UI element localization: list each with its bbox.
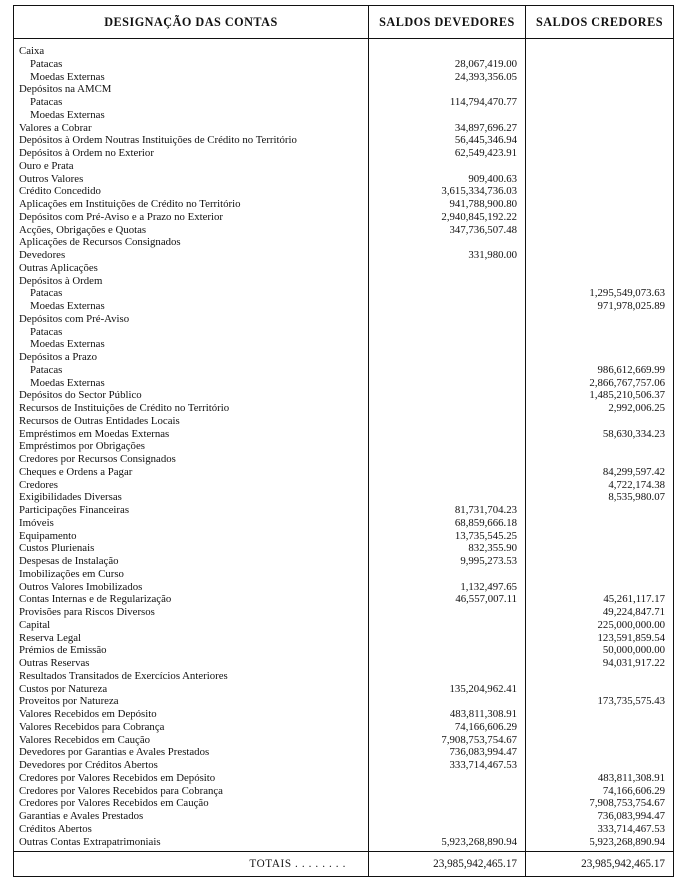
credit-balance [526, 249, 674, 262]
table-row [14, 224, 674, 237]
account-name: Crédito Concedido [14, 185, 369, 198]
table-row [14, 83, 674, 96]
debit-balance: 24,393,356.05 [369, 71, 526, 84]
credit-balance [526, 734, 674, 747]
account-name: Imóveis [14, 517, 369, 530]
trial-balance-table [13, 5, 674, 877]
debit-balance [369, 453, 526, 466]
account-name: Credores por Recursos Consignados [14, 453, 369, 466]
debit-balance [369, 364, 526, 377]
table-row [14, 122, 674, 135]
table-row [14, 134, 674, 147]
credit-balance [526, 542, 674, 555]
account-name: Depósitos à Ordem no Exterior [14, 147, 369, 160]
credit-balance [526, 211, 674, 224]
table-row [14, 364, 674, 377]
credit-column-header: SALDOS CREDORES [526, 6, 674, 39]
table-row [14, 721, 674, 734]
account-name: Moedas Externas [14, 109, 369, 122]
credit-balance: 123,591,859.54 [526, 632, 674, 645]
table-row [14, 249, 674, 262]
table-row [14, 287, 674, 300]
credit-balance [526, 71, 674, 84]
account-name: Contas Internas e de Regularização [14, 593, 369, 606]
credit-balance [526, 517, 674, 530]
ledger-body [14, 39, 674, 852]
debit-balance: 2,940,845,192.22 [369, 211, 526, 224]
table-row [14, 262, 674, 275]
account-name: Prémios de Emissão [14, 644, 369, 657]
credit-balance: 173,735,575.43 [526, 695, 674, 708]
account-name: Ouro e Prata [14, 160, 369, 173]
table-row [14, 211, 674, 224]
debit-balance [369, 810, 526, 823]
table-row [14, 71, 674, 84]
account-name: Imobilizações em Curso [14, 568, 369, 581]
debit-balance [369, 670, 526, 683]
credit-balance [526, 415, 674, 428]
table-row [14, 657, 674, 670]
account-name: Despesas de Instalação [14, 555, 369, 568]
credit-balance: 1,485,210,506.37 [526, 389, 674, 402]
account-name: Devedores por Créditos Abertos [14, 759, 369, 772]
totals-row [14, 852, 674, 877]
account-name: Depósitos do Sector Público [14, 389, 369, 402]
account-name: Outros Valores [14, 173, 369, 186]
account-name: Créditos Abertos [14, 823, 369, 836]
table-row [14, 746, 674, 759]
account-name: Garantias e Avales Prestados [14, 810, 369, 823]
table-row [14, 198, 674, 211]
credit-balance: 94,031,917.22 [526, 657, 674, 670]
debit-balance [369, 83, 526, 96]
table-row [14, 173, 674, 186]
debit-balance: 68,859,666.18 [369, 517, 526, 530]
credit-balance [526, 313, 674, 326]
account-name: Custos Plurienais [14, 542, 369, 555]
debit-balance [369, 109, 526, 122]
table-row [14, 797, 674, 810]
table-row [14, 517, 674, 530]
table-row [14, 759, 674, 772]
debit-balance: 347,736,507.48 [369, 224, 526, 237]
account-name: Moedas Externas [14, 338, 369, 351]
debit-balance [369, 568, 526, 581]
debit-balance [369, 351, 526, 364]
account-name: Moedas Externas [14, 300, 369, 313]
credit-balance [526, 109, 674, 122]
table-row [14, 275, 674, 288]
table-row [14, 593, 674, 606]
table-row [14, 683, 674, 696]
account-name: Credores por Valores Recebidos em Caução [14, 797, 369, 810]
debit-balance [369, 466, 526, 479]
table-row [14, 389, 674, 402]
credit-balance [526, 453, 674, 466]
debit-balance [369, 160, 526, 173]
table-row [14, 147, 674, 160]
debit-balance [369, 491, 526, 504]
table-row [14, 581, 674, 594]
debit-balance [369, 338, 526, 351]
credit-balance [526, 326, 674, 339]
table-row [14, 300, 674, 313]
account-name: Valores Recebidos em Caução [14, 734, 369, 747]
debit-balance [369, 657, 526, 670]
table-row [14, 644, 674, 657]
credit-balance: 74,166,606.29 [526, 785, 674, 798]
table-row [14, 734, 674, 747]
account-column-header: DESIGNAÇÃO DAS CONTAS [14, 6, 369, 39]
debit-balance [369, 236, 526, 249]
table-row [14, 453, 674, 466]
debit-balance: 483,811,308.91 [369, 708, 526, 721]
account-name: Moedas Externas [14, 71, 369, 84]
credit-balance [526, 581, 674, 594]
account-name: Outras Aplicações [14, 262, 369, 275]
account-name: Patacas [14, 364, 369, 377]
account-name: Caixa [14, 39, 369, 58]
debit-balance: 941,788,900.80 [369, 198, 526, 211]
credit-balance [526, 670, 674, 683]
debit-balance [369, 262, 526, 275]
credit-balance [526, 96, 674, 109]
credit-balance [526, 440, 674, 453]
debit-balance: 333,714,467.53 [369, 759, 526, 772]
debit-balance [369, 695, 526, 708]
credit-balance: 2,866,767,757.06 [526, 377, 674, 390]
credit-balance [526, 504, 674, 517]
account-name: Depósitos com Pré-Aviso e a Prazo no Exterior [14, 211, 369, 224]
table-row [14, 58, 674, 71]
table-row [14, 428, 674, 441]
account-name: Custos por Natureza [14, 683, 369, 696]
table-row [14, 619, 674, 632]
credit-balance [526, 338, 674, 351]
debit-balance: 3,615,334,736.03 [369, 185, 526, 198]
credit-balance [526, 262, 674, 275]
credit-balance: 483,811,308.91 [526, 772, 674, 785]
credit-balance: 5,923,268,890.94 [526, 836, 674, 852]
account-name: Outras Contas Extrapatrimoniais [14, 836, 369, 852]
account-name: Acções, Obrigações e Quotas [14, 224, 369, 237]
credit-balance: 84,299,597.42 [526, 466, 674, 479]
account-name: Aplicações de Recursos Consignados [14, 236, 369, 249]
account-name: Aplicações em Instituições de Crédito no Território [14, 198, 369, 211]
debit-balance: 34,897,696.27 [369, 122, 526, 135]
debit-balance [369, 823, 526, 836]
debit-balance [369, 300, 526, 313]
debit-balance: 7,908,753,754.67 [369, 734, 526, 747]
credit-balance: 4,722,174.38 [526, 479, 674, 492]
account-name: Valores Recebidos para Cobrança [14, 721, 369, 734]
debit-balance [369, 39, 526, 58]
credit-balance [526, 224, 674, 237]
debit-balance [369, 785, 526, 798]
credit-balance [526, 122, 674, 135]
credit-balance: 8,535,980.07 [526, 491, 674, 504]
debit-balance [369, 644, 526, 657]
credit-balance: 2,992,006.25 [526, 402, 674, 415]
credit-balance [526, 759, 674, 772]
credit-balance: 45,261,117.17 [526, 593, 674, 606]
account-name: Reserva Legal [14, 632, 369, 645]
table-row [14, 542, 674, 555]
table-row [14, 160, 674, 173]
table-row [14, 109, 674, 122]
table-row [14, 504, 674, 517]
credit-balance [526, 275, 674, 288]
account-name: Exigibilidades Diversas [14, 491, 369, 504]
credit-balance [526, 160, 674, 173]
account-name: Depósitos com Pré-Aviso [14, 313, 369, 326]
debit-balance [369, 415, 526, 428]
table-row [14, 338, 674, 351]
credit-balance [526, 134, 674, 147]
table-row [14, 415, 674, 428]
account-name: Patacas [14, 58, 369, 71]
debit-balance [369, 313, 526, 326]
account-name: Moedas Externas [14, 377, 369, 390]
account-name: Participações Financeiras [14, 504, 369, 517]
debit-balance: 5,923,268,890.94 [369, 836, 526, 852]
debit-balance [369, 619, 526, 632]
table-row [14, 670, 674, 683]
account-name: Devedores [14, 249, 369, 262]
credit-balance: 736,083,994.47 [526, 810, 674, 823]
account-name: Proveitos por Natureza [14, 695, 369, 708]
account-name: Empréstimos em Moedas Externas [14, 428, 369, 441]
table-row [14, 236, 674, 249]
debit-balance: 736,083,994.47 [369, 746, 526, 759]
credit-balance: 333,714,467.53 [526, 823, 674, 836]
account-name: Valores Recebidos em Depósito [14, 708, 369, 721]
debit-balance [369, 479, 526, 492]
account-name: Cheques e Ordens a Pagar [14, 466, 369, 479]
account-name: Credores por Valores Recebidos em Depósito [14, 772, 369, 785]
credit-balance [526, 683, 674, 696]
debit-balance: 909,400.63 [369, 173, 526, 186]
table-row [14, 39, 674, 58]
debit-balance [369, 377, 526, 390]
account-name: Credores por Valores Recebidos para Cobrança [14, 785, 369, 798]
table-row [14, 326, 674, 339]
table-row [14, 491, 674, 504]
table-row [14, 479, 674, 492]
table-row [14, 772, 674, 785]
debit-balance: 1,132,497.65 [369, 581, 526, 594]
debit-balance: 46,557,007.11 [369, 593, 526, 606]
debit-balance: 114,794,470.77 [369, 96, 526, 109]
account-name: Depósitos à Ordem [14, 275, 369, 288]
table-row [14, 555, 674, 568]
totals-credit: 23,985,942,465.17 [526, 852, 674, 877]
debit-balance: 331,980.00 [369, 249, 526, 262]
credit-balance [526, 721, 674, 734]
totals-debit: 23,985,942,465.17 [369, 852, 526, 877]
debit-balance [369, 275, 526, 288]
debit-balance: 13,735,545.25 [369, 530, 526, 543]
debit-balance [369, 632, 526, 645]
table-row [14, 377, 674, 390]
table-row [14, 708, 674, 721]
debit-balance [369, 389, 526, 402]
credit-balance: 225,000,000.00 [526, 619, 674, 632]
debit-balance: 832,355.90 [369, 542, 526, 555]
credit-balance: 1,295,549,073.63 [526, 287, 674, 300]
table-row [14, 351, 674, 364]
debit-balance: 74,166,606.29 [369, 721, 526, 734]
debit-balance: 9,995,273.53 [369, 555, 526, 568]
credit-balance [526, 147, 674, 160]
table-row [14, 695, 674, 708]
table-row [14, 836, 674, 852]
account-name: Equipamento [14, 530, 369, 543]
debit-balance [369, 440, 526, 453]
account-name: Recursos de Instituições de Crédito no Território [14, 402, 369, 415]
credit-balance: 986,612,669.99 [526, 364, 674, 377]
debit-balance [369, 797, 526, 810]
account-name: Resultados Transitados de Exercícios Anteriores [14, 670, 369, 683]
account-name: Recursos de Outras Entidades Locais [14, 415, 369, 428]
debit-balance [369, 287, 526, 300]
credit-balance [526, 173, 674, 186]
debit-balance [369, 772, 526, 785]
account-name: Devedores por Garantias e Avales Prestados [14, 746, 369, 759]
credit-balance: 50,000,000.00 [526, 644, 674, 657]
account-name: Empréstimos por Obrigações [14, 440, 369, 453]
credit-balance [526, 708, 674, 721]
credit-balance [526, 351, 674, 364]
credit-balance [526, 568, 674, 581]
credit-balance [526, 746, 674, 759]
credit-balance: 971,978,025.89 [526, 300, 674, 313]
debit-balance [369, 402, 526, 415]
credit-balance [526, 236, 674, 249]
totals-label: TOTAIS . . . . . . . . [14, 852, 369, 877]
debit-balance: 135,204,962.41 [369, 683, 526, 696]
account-name: Patacas [14, 96, 369, 109]
account-name: Valores a Cobrar [14, 122, 369, 135]
table-row [14, 185, 674, 198]
credit-balance [526, 198, 674, 211]
account-name: Depósitos na AMCM [14, 83, 369, 96]
account-name: Credores [14, 479, 369, 492]
table-row [14, 810, 674, 823]
credit-balance [526, 555, 674, 568]
table-row [14, 313, 674, 326]
account-name: Patacas [14, 287, 369, 300]
debit-balance: 81,731,704.23 [369, 504, 526, 517]
account-name: Outros Valores Imobilizados [14, 581, 369, 594]
debit-balance [369, 428, 526, 441]
account-name: Provisões para Riscos Diversos [14, 606, 369, 619]
table-row [14, 402, 674, 415]
credit-balance [526, 83, 674, 96]
account-name: Patacas [14, 326, 369, 339]
credit-balance [526, 530, 674, 543]
table-row [14, 823, 674, 836]
table-row [14, 440, 674, 453]
credit-balance: 49,224,847.71 [526, 606, 674, 619]
credit-balance [526, 39, 674, 58]
table-row [14, 568, 674, 581]
credit-balance [526, 58, 674, 71]
table-row [14, 530, 674, 543]
table-row [14, 606, 674, 619]
debit-balance [369, 606, 526, 619]
table-row [14, 466, 674, 479]
table-row [14, 96, 674, 109]
debit-balance: 56,445,346.94 [369, 134, 526, 147]
account-name: Outras Reservas [14, 657, 369, 670]
debit-balance: 28,067,419.00 [369, 58, 526, 71]
debit-balance [369, 326, 526, 339]
account-name: Depósitos à Ordem Noutras Instituições de Crédito no Território [14, 134, 369, 147]
table-row [14, 632, 674, 645]
credit-balance: 7,908,753,754.67 [526, 797, 674, 810]
header-row [14, 6, 674, 39]
table-row [14, 785, 674, 798]
account-name: Depósitos a Prazo [14, 351, 369, 364]
debit-column-header: SALDOS DEVEDORES [369, 6, 526, 39]
account-name: Capital [14, 619, 369, 632]
debit-balance: 62,549,423.91 [369, 147, 526, 160]
credit-balance: 58,630,334.23 [526, 428, 674, 441]
credit-balance [526, 185, 674, 198]
